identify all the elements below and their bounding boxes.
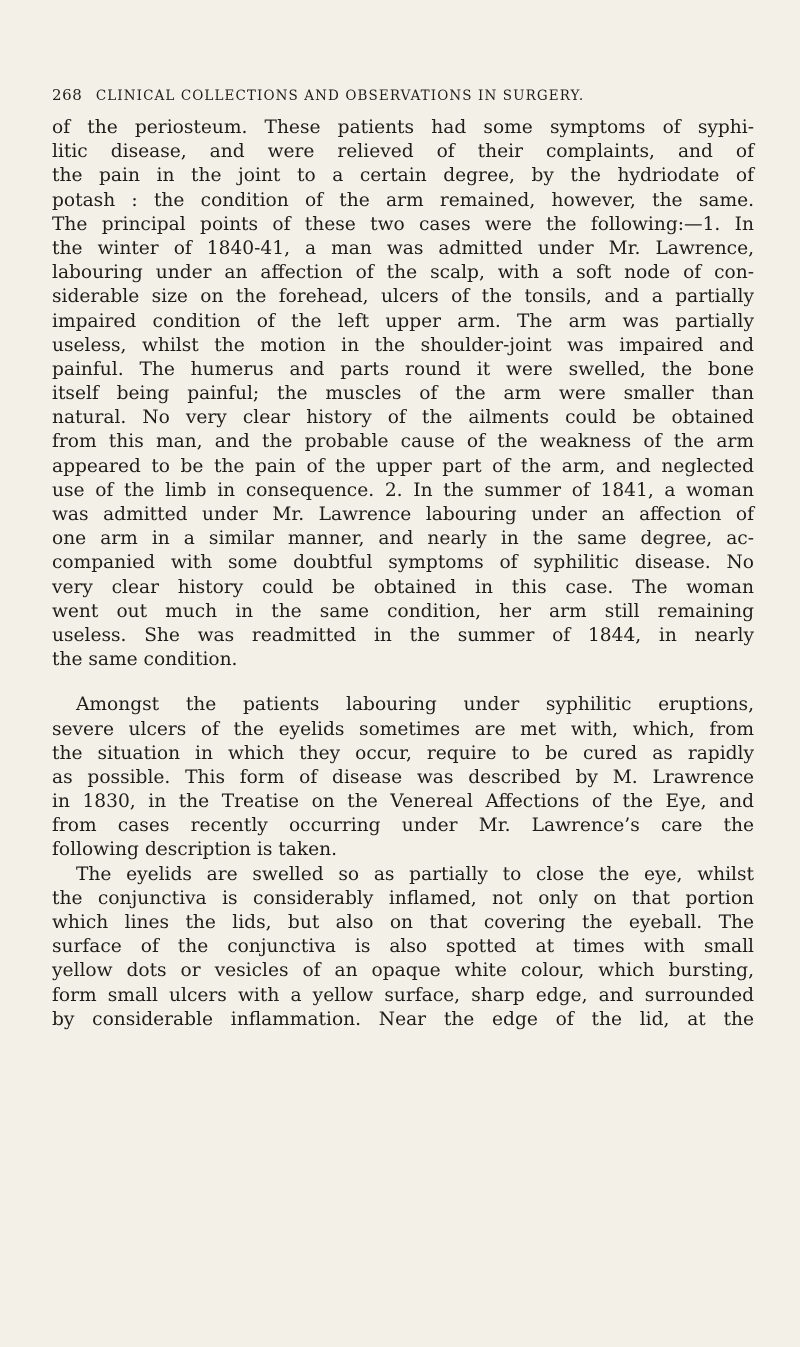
paragraph (52, 863, 754, 1032)
page-number: 268 (52, 86, 83, 104)
text-line: natural. No very clear history of the ailments could be obtained (52, 407, 754, 429)
text-line: by considerable inflammation. Near the edge of the lid, at the (52, 1008, 754, 1030)
paragraph (52, 116, 754, 672)
text-line: as possible. This form of disease was described by M. Lrawrence (52, 766, 754, 788)
text-line: surface of the conjunctiva is also spotted at times with small (52, 936, 754, 958)
text-line: the situation in which they occur, require to be cured as rapidly (52, 742, 754, 764)
running-title: CLINICAL COLLECTIONS AND OBSERVATIONS IN SURGERY. (95, 88, 585, 104)
text-line: litic disease, and were relieved of their complaints, and of (52, 141, 754, 163)
running-header (52, 86, 752, 104)
text-line: appeared to be the pain of the upper part of the arm, and neglected (52, 455, 754, 477)
text-line: use of the limb in consequence. 2. In the summer of 1841, a woman (52, 479, 754, 501)
text-line: was admitted under Mr. Lawrence labouring under an affection of (52, 504, 754, 525)
text-line: potash : the condition of the arm remained, however, the same. (52, 189, 754, 211)
text-line: severe ulcers of the eyelids sometimes are met with, which, from (52, 718, 754, 740)
text-line: useless, whilst the motion in the shoulder-joint was impaired and (52, 334, 754, 356)
text-line: from cases recently occurring under Mr. Lawrence’s care the (52, 815, 754, 837)
text-line: from this man, and the probable cause of the weakness of the arm (52, 431, 754, 453)
text-line: labouring under an affection of the scalp, with a soft node of con- (52, 262, 754, 284)
text-line: the pain in the joint to a certain degree, by the hydriodate of (52, 165, 754, 187)
text-line: The eyelids are swelled so as partially to close the eye, whilst (76, 863, 754, 885)
text-line: very clear history could be obtained in this case. The woman (52, 576, 754, 598)
body-text (52, 116, 754, 1032)
text-line: of the periosteum. These patients had some symptoms of syphi- (52, 117, 754, 138)
text-line: one arm in a similar manner, and nearly in the same degree, ac- (52, 528, 754, 550)
text-line: in 1830, in the Treatise on the Venereal Affections of the Eye, and (52, 791, 754, 813)
text-line: painful. The humerus and parts round it were swelled, the bone (52, 358, 754, 380)
paragraph (52, 693, 754, 862)
text-line: the same condition. (52, 649, 238, 671)
text-line: yellow dots or vesicles of an opaque white colour, which bursting, (52, 960, 754, 982)
text-line: the conjunctiva is considerably inflamed, not only on that portion (52, 887, 754, 909)
text-line: following description is taken. (52, 839, 338, 861)
text-line: siderable size on the forehead, ulcers of the tonsils, and a partially (52, 286, 754, 308)
text-line: useless. She was readmitted in the summer of 1844, in nearly (52, 624, 754, 646)
text-line: itself being painful; the muscles of the arm were smaller than (52, 383, 754, 405)
text-line: impaired condition of the left upper arm. The arm was partially (52, 310, 754, 332)
paragraph-gap (52, 672, 754, 693)
text-line: Amongst the patients labouring under syphilitic eruptions, (76, 694, 754, 716)
text-line: went out much in the same condition, her arm still remaining (52, 600, 754, 622)
text-line: The principal points of these two cases were the following:—1. In (52, 213, 754, 235)
text-line: form small ulcers with a yellow surface, sharp edge, and surrounded (52, 984, 754, 1006)
text-line: the winter of 1840-41, a man was admitted under Mr. Lawrence, (52, 237, 754, 259)
text-line: companied with some doubtful symptoms of syphilitic disease. No (52, 552, 754, 574)
text-line: which lines the lids, but also on that covering the eyeball. The (52, 912, 754, 933)
